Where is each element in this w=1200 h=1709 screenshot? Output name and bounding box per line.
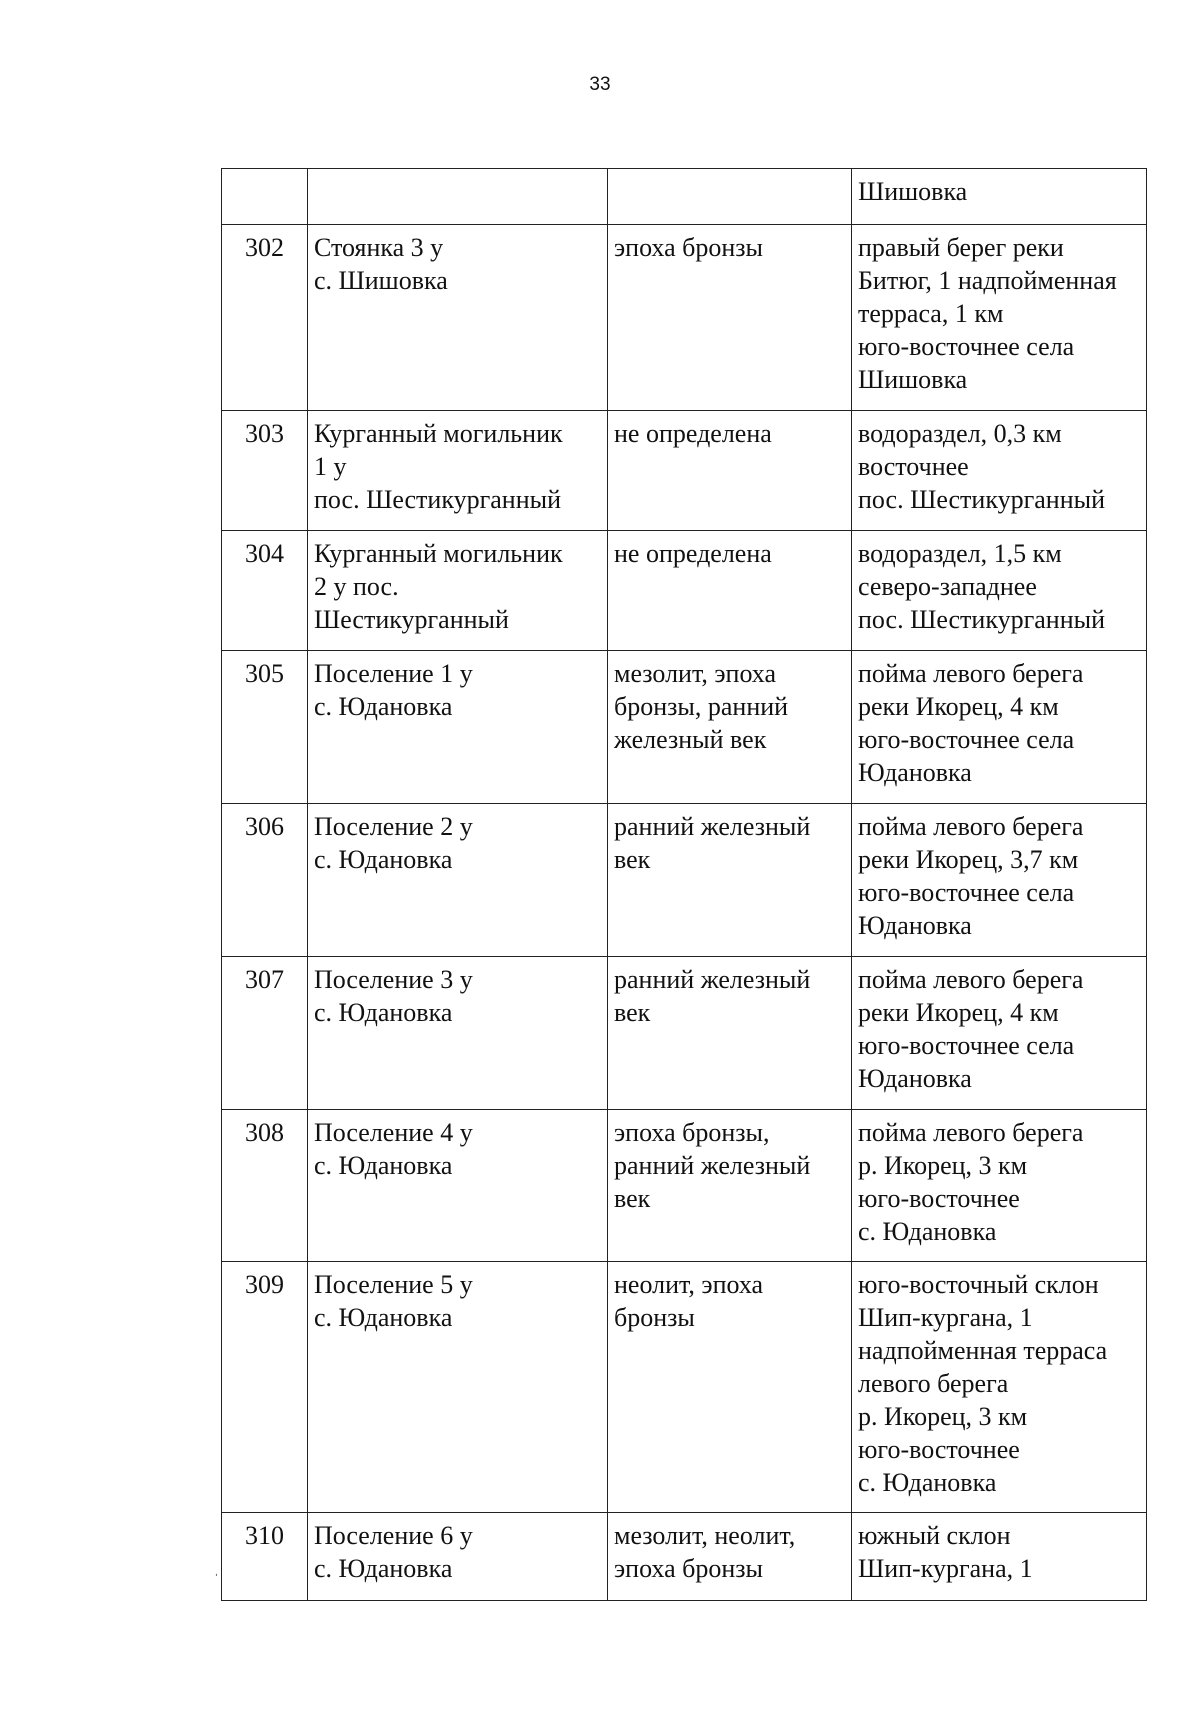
cell-site-name [308,804,608,957]
cell-location [852,531,1147,651]
cell-site-name-text: Курганный могильник 1 у пос. Шестикурганный [314,419,563,514]
cell-location-text: пойма левого берега реки Икорец, 4 км юго-восточнее села Юдановка [858,659,1084,787]
cell-dating-text: ранний железный век [614,965,811,1027]
cell-dating [608,1110,852,1262]
cell-location [852,804,1147,957]
cell-dating [608,1513,852,1601]
cell-dating-text: мезолит, эпоха бронзы, ранний железный век [614,659,789,754]
cell-site-name-text: Поселение 2 у с. Юдановка [314,812,473,874]
cell-site-name [308,1110,608,1262]
page-number: 33 [589,74,611,95]
cell-site-name-text: Поселение 6 у с. Юдановка [314,1521,473,1583]
cell-location-text: пойма левого берега реки Икорец, 4 км юго-восточнее села Юдановка [858,965,1084,1093]
cell-location-text: пойма левого берега р. Икорец, 3 км юго-восточнее с. Юдановка [858,1118,1084,1246]
table-row [222,169,1147,225]
cell-site-name [308,1513,608,1601]
cell-number [222,804,308,957]
table-body [222,169,1147,1601]
cell-dating-text: ранний железный век [614,812,811,874]
cell-site-name [308,531,608,651]
cell-number [222,957,308,1110]
table-row [222,651,1147,804]
cell-number [222,1262,308,1513]
cell-location-text: Шишовка [858,177,968,206]
cell-dating [608,804,852,957]
cell-site-name-text: Курганный могильник 2 у пос. Шестикурганный [314,539,563,634]
cell-number [222,651,308,804]
cell-number-text: 304 [245,539,284,568]
cell-site-name-text: Поселение 3 у с. Юдановка [314,965,473,1027]
cell-number [222,1513,308,1601]
cell-site-name [308,1262,608,1513]
table-row [222,804,1147,957]
cell-location-text: юго-восточный склон Шип-кургана, 1 надпойменная терраса левого берега р. Икорец, 3 км юго-восточнее с. Юдановка [858,1270,1108,1497]
cell-number [222,531,308,651]
cell-dating-text: мезолит, неолит, эпоха бронзы [614,1521,796,1583]
cell-dating [608,225,852,411]
cell-number-text: 309 [245,1270,284,1299]
cell-location-text: водораздел, 0,3 км восточнее пос. Шестикурганный [858,419,1106,514]
table-row [222,1513,1147,1601]
table-row [222,1110,1147,1262]
cell-number [222,169,308,225]
cell-dating [608,651,852,804]
cell-number-text: 305 [245,659,284,688]
table-row [222,225,1147,411]
cell-location [852,169,1147,225]
cell-site-name [308,169,608,225]
cell-location-text: пойма левого берега реки Икорец, 3,7 км юго-восточнее села Юдановка [858,812,1084,940]
cell-number-text: 302 [245,233,284,262]
cell-location [852,1513,1147,1601]
cell-dating [608,531,852,651]
table-row [222,411,1147,531]
cell-location-text: южный склон Шип-кургана, 1 [858,1521,1033,1583]
cell-number-text: 303 [245,419,284,448]
table-row [222,1262,1147,1513]
cell-dating-text: неолит, эпоха бронзы [614,1270,764,1332]
table-row [222,531,1147,651]
cell-dating-text: не определена [614,419,772,448]
cell-number-text: 308 [245,1118,284,1147]
cell-number-text: 310 [245,1521,284,1550]
cell-location [852,225,1147,411]
scan-margin-mark: ˌ [214,1562,219,1577]
cell-site-name-text: Стоянка 3 у с. Шишовка [314,233,448,295]
cell-site-name-text: Поселение 4 у с. Юдановка [314,1118,473,1180]
cell-number-text: 306 [245,812,284,841]
cell-location-text: правый берег реки Битюг, 1 надпойменная терраса, 1 км юго-восточнее села Шишовка [858,233,1117,394]
cell-site-name-text: Поселение 1 у с. Юдановка [314,659,473,721]
cell-location [852,957,1147,1110]
cell-number [222,1110,308,1262]
cell-site-name [308,411,608,531]
cell-dating [608,169,852,225]
table-row [222,957,1147,1110]
cell-site-name [308,651,608,804]
heritage-sites-table [221,168,1147,1601]
cell-site-name-text: Поселение 5 у с. Юдановка [314,1270,473,1332]
cell-number [222,411,308,531]
cell-dating [608,957,852,1110]
cell-dating-text: эпоха бронзы, ранний железный век [614,1118,811,1213]
cell-dating [608,411,852,531]
cell-location [852,411,1147,531]
cell-dating [608,1262,852,1513]
cell-number [222,225,308,411]
cell-location [852,1110,1147,1262]
cell-location [852,1262,1147,1513]
cell-location [852,651,1147,804]
cell-dating-text: не определена [614,539,772,568]
cell-location-text: водораздел, 1,5 км северо-западнее пос. Шестикурганный [858,539,1106,634]
cell-site-name [308,957,608,1110]
cell-dating-text: эпоха бронзы [614,233,764,262]
cell-site-name [308,225,608,411]
cell-number-text: 307 [245,965,284,994]
